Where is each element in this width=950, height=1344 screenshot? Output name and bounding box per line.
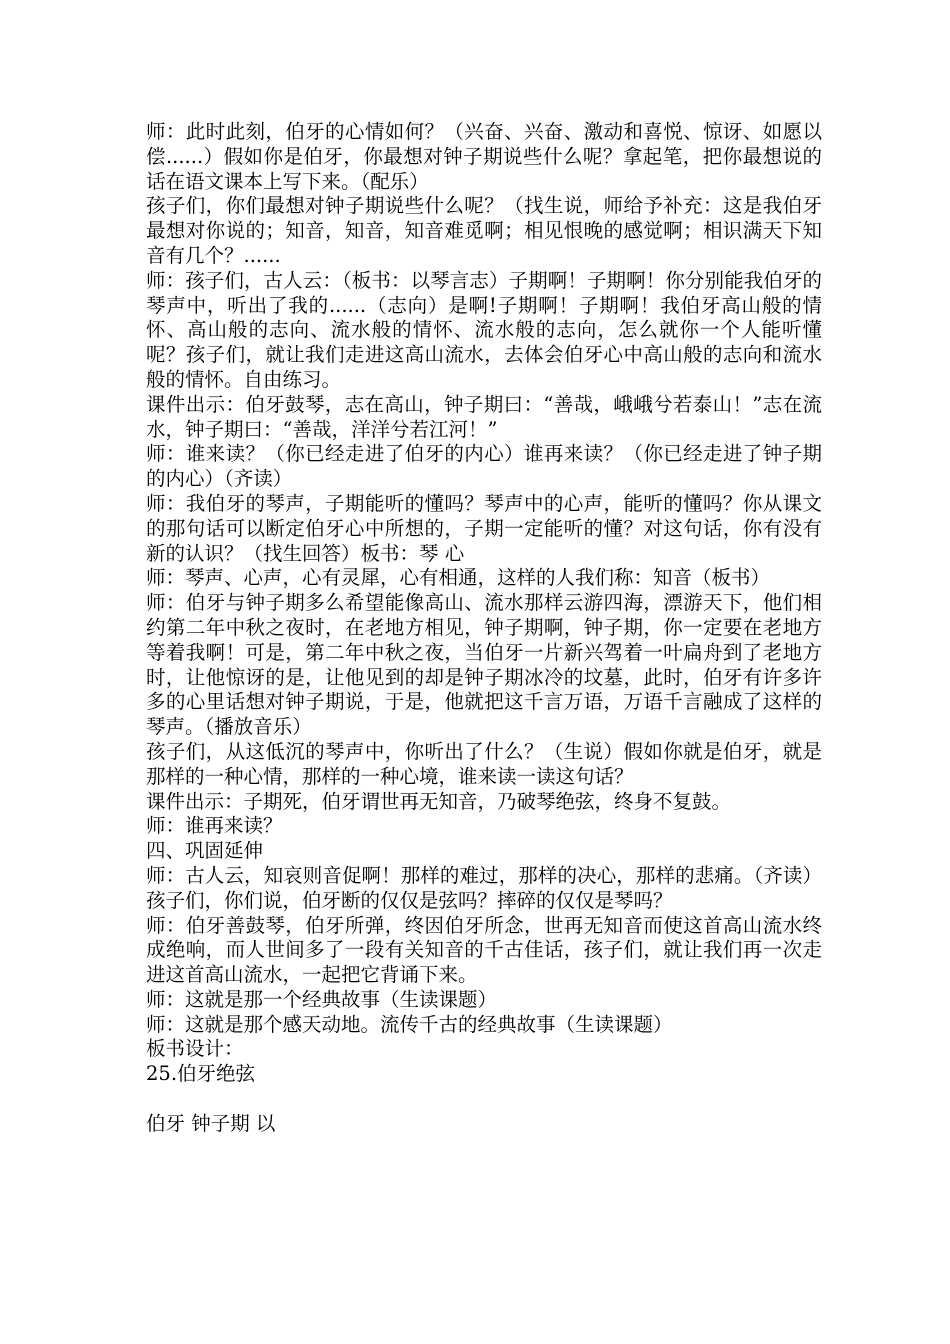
paragraph-children-say: 孩子们，你们最想对钟子期说些什么呢？（找生说，师给予补充：这是我伯牙最想对你说的；知音，知音，知音难觅啊；相见恨晚的感觉啊；相识满天下知音有几个？......: [146, 194, 822, 267]
paragraph-courseware-death: 课件出示：子期死，伯牙谓世再无知音，乃破琴绝弦，终身不复鼓。: [146, 789, 732, 813]
paragraph-low-music: 孩子们，从这低沉的琴声中，你听出了什么？（生说）假如你就是伯牙，就是那样的一种心情，那样的一种心境，谁来读一读这句话？: [146, 739, 822, 788]
paragraph-mid-autumn: 师：伯牙与钟子期多么希望能像高山、流水那样云游四海，漂游天下，他们相约第二年中秋之夜时，在老地方相见，钟子期啊，钟子期，你一定要在老地方等着我啊！可是，第二年中秋之夜，当伯牙一片新兴驾着一叶扁舟到了老地方时，让他惊讶的是，让他见到的却是钟子期冰冷的坟墓，此时，伯牙有许多许多的心里话想对钟子期说，于是，他就把这千言万语，万语千言融成了这样的琴声。（播放音乐）: [146, 591, 822, 739]
paragraph-who-reads-again: 师：谁再来读？: [146, 814, 283, 838]
paragraph-classic-story: 师：这就是那一个经典故事（生读课题）: [146, 987, 498, 1011]
paragraph-teacher-mood: 师：此时此刻，伯牙的心情如何？（兴奋、兴奋、激动和喜悦、惊讶、如愿以偿......）假如你是伯牙，你最想对钟子期说些什么呢？拿起笔，把你最想说的话在语文课本上写下来。（配乐）: [146, 120, 822, 193]
paragraph-qin-heart: 师：我伯牙的琴声，子期能听的懂吗？琴声中的心声，能听的懂吗？你从课文的那句话可以断定伯牙心中所想的，子期一定能听的懂？对这句话，你有没有新的认识？（找生回答）板书：琴 心: [146, 491, 822, 565]
paragraph-courseware-mountain-water: 课件出示：伯牙鼓琴，志在高山，钟子期曰：“善哉，峨峨兮若泰山！”志在流水，钟子期曰：“善哉，洋洋兮若江河！”: [146, 392, 822, 441]
blackboard-line: 伯牙 钟子期 以: [146, 1111, 276, 1135]
paragraph-moving-story: 师：这就是那个感天动地。流传千古的经典故事（生读课题）: [146, 1012, 673, 1036]
paragraph-sorrow: 师：古人云，知哀则音促啊！那样的难过，那样的决心，那样的悲痛。（齐读）孩子们，你们说，伯牙断的仅仅是弦吗？摔碎的仅仅是琴吗？: [146, 863, 822, 912]
paragraph-who-reads: 师：谁来读？（你已经走进了伯牙的内心）谁再来读？（你已经走进了钟子期的内心）（齐读）: [146, 442, 822, 491]
lesson-title: 25.伯牙绝弦: [146, 1062, 256, 1086]
document-page: [146, 120, 822, 1137]
paragraph-recite: 师：伯牙善鼓琴，伯牙所弹，终因伯牙所念，世再无知音而使这首高山流水终成绝响，而人世间多了一段有关知音的千古佳话，孩子们，就让我们再一次走进这首高山流水，一起把它背诵下来。: [146, 913, 822, 987]
blackboard-design-heading: 板书设计：: [146, 1037, 244, 1061]
paragraph-qin-ambition: 师：孩子们，古人云：（板书：以琴言志）子期啊！子期啊！你分别能我伯牙的琴声中，听出了我的......（志向）是啊!子期啊！子期啊！我伯牙高山般的情怀、高山般的志向、流水般的情怀、流水般的志向，怎么就你一个人能听懂呢？孩子们，就让我们走进这高山流水，去体会伯牙心中高山般的志向和流水般的情怀。自由练习。: [146, 268, 822, 391]
blank-line: [146, 1087, 822, 1112]
paragraph-zhiyin: 师：琴声、心声，心有灵犀，心有相通，这样的人我们称：知音（板书）: [146, 566, 771, 590]
section-heading-consolidate: 四、巩固延伸: [146, 839, 264, 863]
